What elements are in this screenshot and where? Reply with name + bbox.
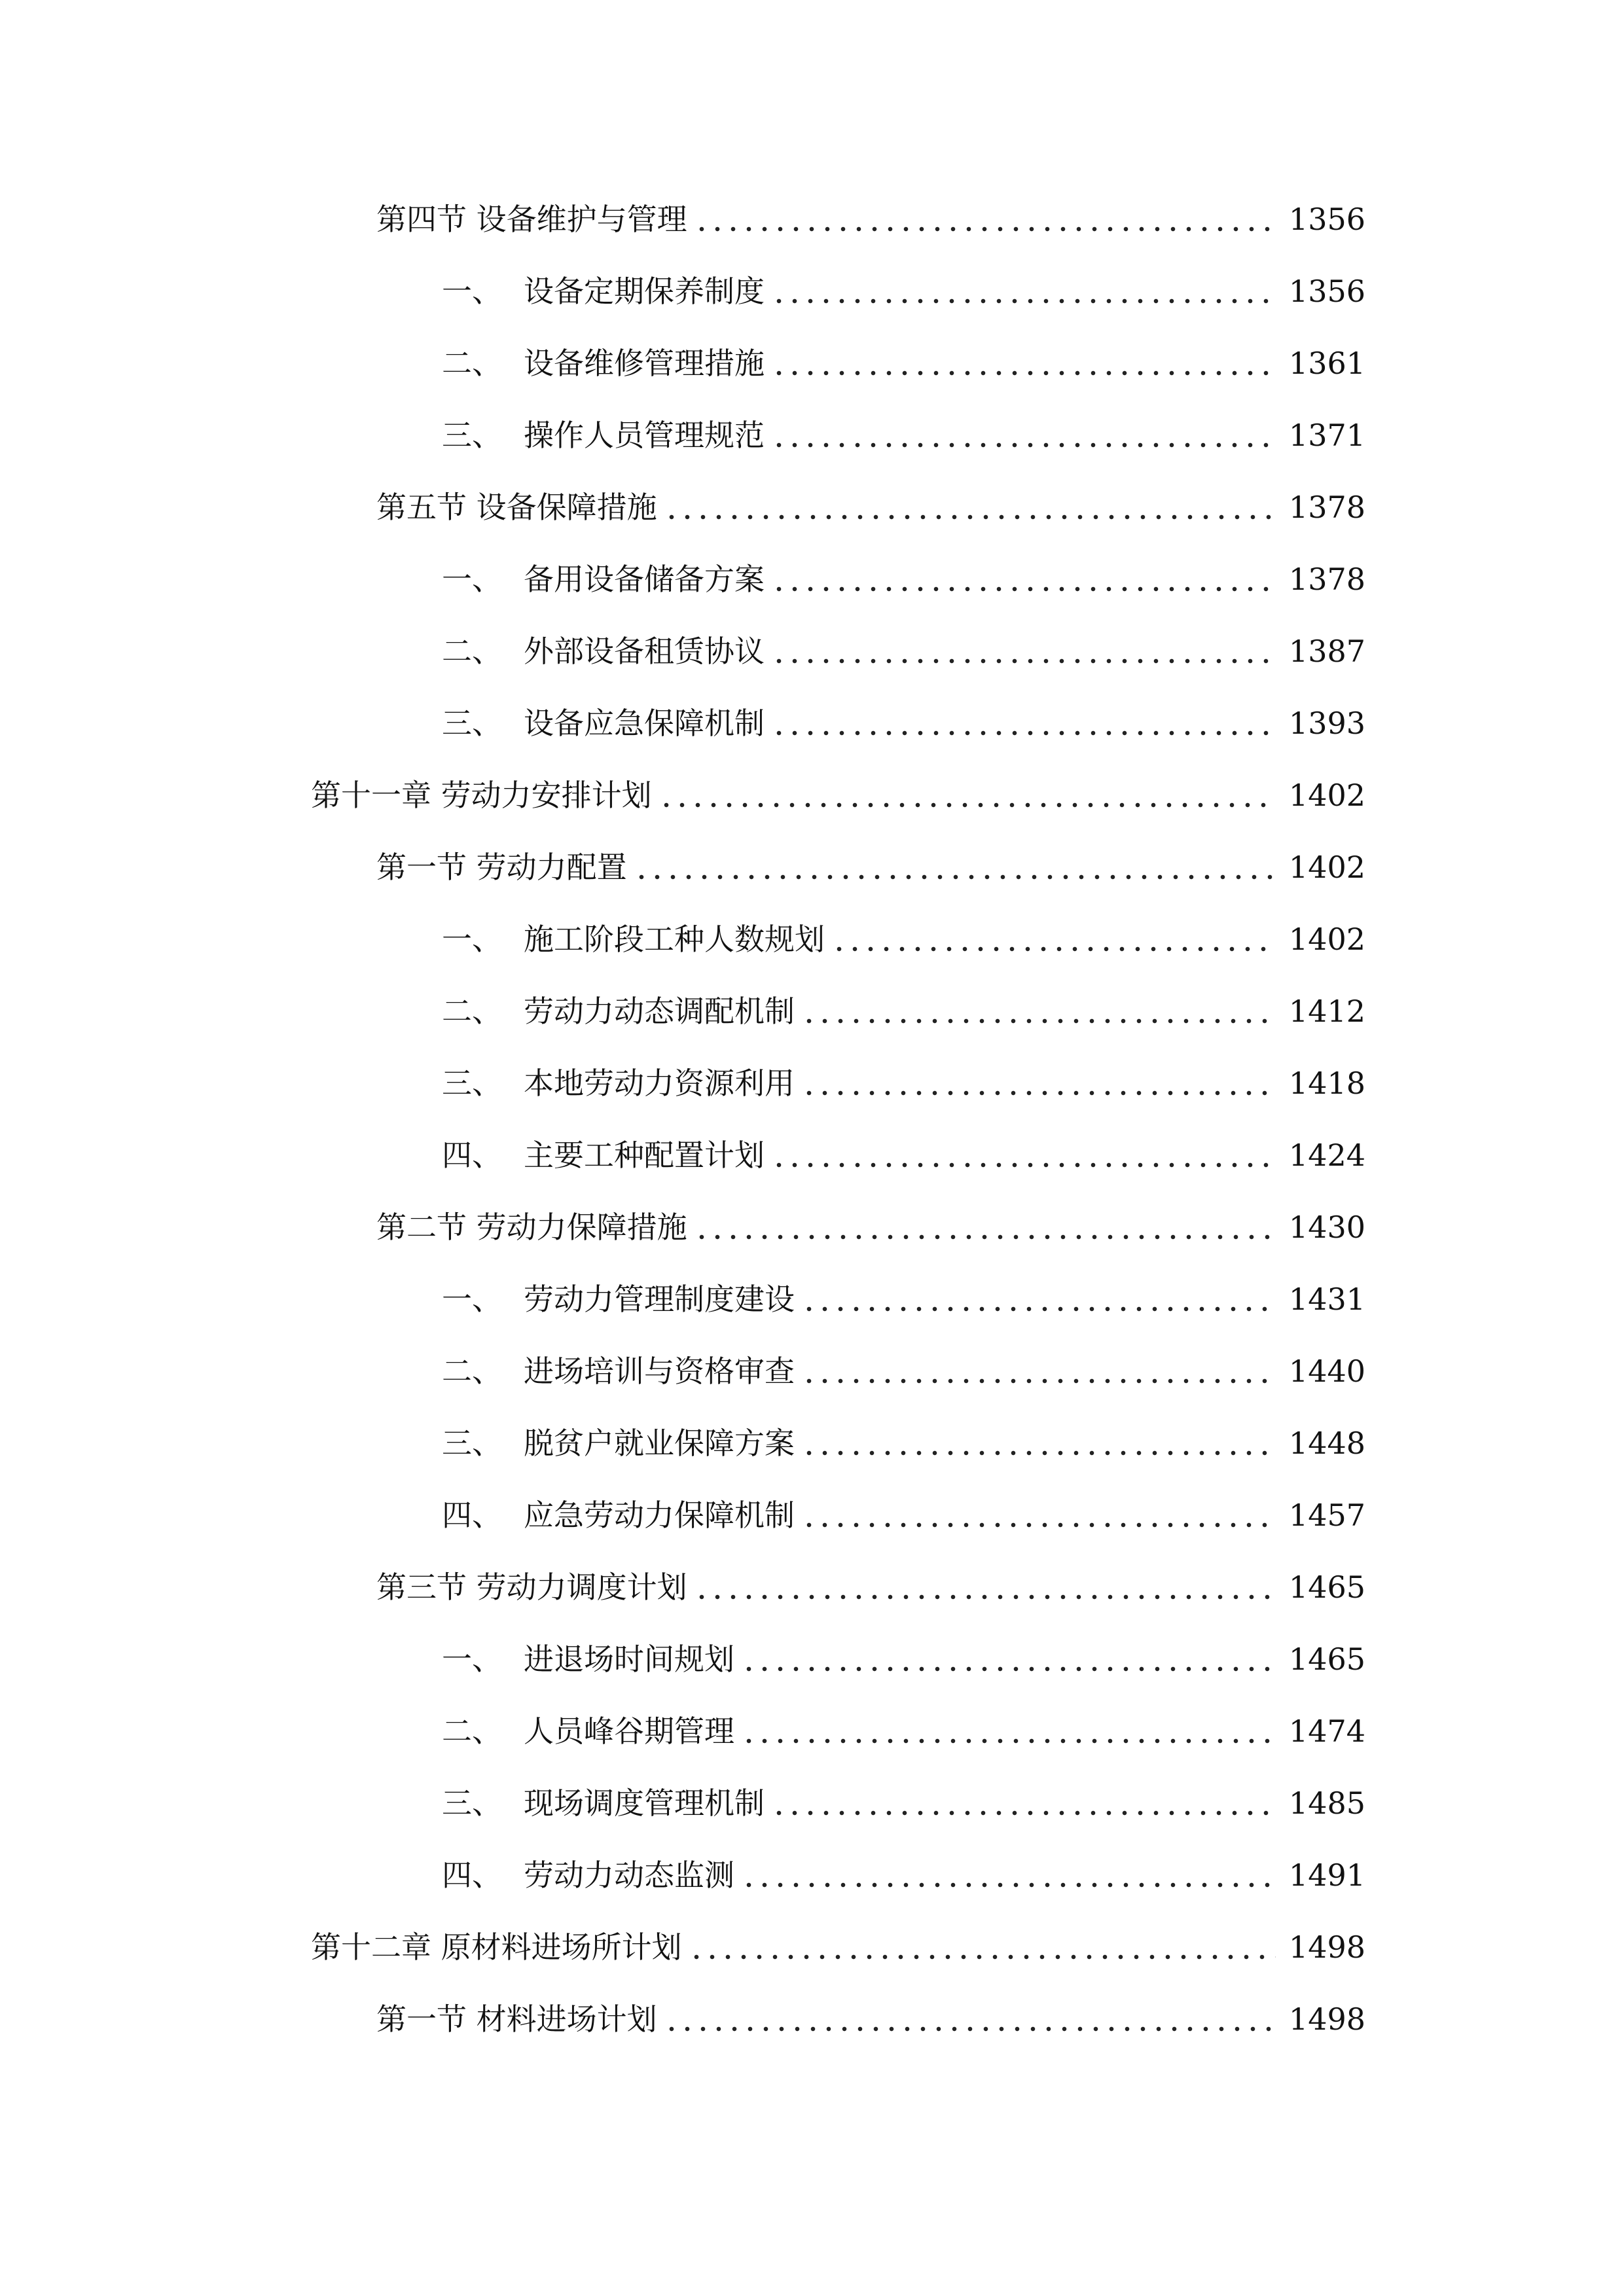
toc-title: 本地劳动力资源利用 (524, 1066, 795, 1101)
toc-title: 劳动力管理制度建设 (524, 1282, 795, 1317)
toc-title: 设备应急保障机制 (524, 706, 765, 741)
toc-title: 进场培训与资格审查 (524, 1354, 795, 1389)
dot-leader (664, 478, 1276, 537)
toc-row (0, 1630, 1624, 1689)
toc-item-number: 一、 (442, 562, 502, 597)
toc-page-number: 1431 (1288, 1282, 1365, 1317)
toc-entry-item[interactable] (442, 1846, 1365, 1905)
toc-page-number: 1387 (1288, 634, 1365, 669)
toc-title: 施工阶段工种人数规划 (524, 922, 825, 957)
toc-entry-section[interactable] (376, 190, 1365, 249)
toc-entry-section[interactable] (376, 838, 1365, 897)
toc-page-number: 1371 (1288, 418, 1365, 453)
toc-page-number: 1402 (1288, 850, 1365, 885)
dot-leader (771, 406, 1276, 465)
toc-title: 人员峰谷期管理 (524, 1713, 734, 1749)
dot-leader (741, 1630, 1276, 1689)
dot-leader (801, 1342, 1276, 1401)
dot-leader (801, 1414, 1276, 1473)
dot-leader (771, 1126, 1276, 1185)
toc-entry-item[interactable] (442, 1486, 1365, 1545)
toc-title: 第一节 劳动力配置 (376, 850, 627, 885)
toc-row (0, 406, 1624, 465)
toc-row (0, 1990, 1624, 2049)
toc-page-number: 1361 (1288, 346, 1365, 381)
dot-leader (771, 1774, 1276, 1833)
toc-title: 应急劳动力保障机制 (524, 1498, 795, 1533)
toc-page-number: 1418 (1288, 1066, 1365, 1101)
toc-item-number: 四、 (442, 1138, 502, 1173)
toc-item-number: 一、 (442, 1282, 502, 1317)
toc-row (0, 1414, 1624, 1473)
toc-title: 劳动力动态监测 (524, 1857, 734, 1893)
toc-title: 第三节 劳动力调度计划 (376, 1570, 687, 1605)
toc-row (0, 1486, 1624, 1545)
toc-item-number: 一、 (442, 922, 502, 957)
toc-item-number: 三、 (442, 706, 502, 741)
toc-entry-chapter[interactable] (311, 766, 1365, 825)
toc-page-number: 1378 (1288, 490, 1365, 525)
toc-title: 设备维修管理措施 (524, 346, 765, 381)
dot-leader (741, 1846, 1276, 1905)
toc-title: 备用设备储备方案 (524, 562, 765, 597)
dot-leader (694, 1558, 1276, 1617)
toc-row (0, 1270, 1624, 1329)
dot-leader (659, 766, 1276, 825)
toc-title: 外部设备租赁协议 (524, 634, 765, 669)
toc-entry-item[interactable] (442, 694, 1365, 753)
dot-leader (741, 1702, 1276, 1761)
toc-entry-item[interactable] (442, 334, 1365, 393)
toc-entry-chapter[interactable] (311, 1918, 1365, 1977)
toc-row (0, 478, 1624, 537)
toc-entry-section[interactable] (376, 478, 1365, 537)
toc-entry-item[interactable] (442, 1342, 1365, 1401)
toc-row (0, 1558, 1624, 1617)
toc-page-number: 1378 (1288, 562, 1365, 597)
dot-leader (801, 1054, 1276, 1113)
toc-entry-section[interactable] (376, 1990, 1365, 2049)
toc-item-number: 四、 (442, 1498, 502, 1533)
dot-leader (801, 982, 1276, 1041)
toc-title: 第五节 设备保障措施 (376, 490, 657, 525)
toc-item-number: 二、 (442, 994, 502, 1029)
toc-entry-item[interactable] (442, 1774, 1365, 1833)
toc-row (0, 262, 1624, 321)
toc-row (0, 1342, 1624, 1401)
toc-item-number: 二、 (442, 1713, 502, 1749)
toc-page-number: 1498 (1288, 2001, 1365, 2037)
toc-page-number: 1402 (1288, 778, 1365, 813)
toc-entry-item[interactable] (442, 1054, 1365, 1113)
toc-entry-item[interactable] (442, 1414, 1365, 1473)
toc-entry-section[interactable] (376, 1198, 1365, 1257)
toc-page-number: 1440 (1288, 1354, 1365, 1389)
toc-item-number: 四、 (442, 1857, 502, 1893)
dot-leader (689, 1918, 1276, 1977)
toc-item-number: 三、 (442, 1066, 502, 1101)
dot-leader (771, 550, 1276, 609)
toc-row (0, 190, 1624, 249)
toc-row (0, 1702, 1624, 1761)
toc-page-number: 1491 (1288, 1857, 1365, 1893)
toc-title: 操作人员管理规范 (524, 418, 765, 453)
toc-title: 第二节 劳动力保障措施 (376, 1210, 687, 1245)
toc-item-number: 二、 (442, 634, 502, 669)
toc-page-number: 1457 (1288, 1498, 1365, 1533)
toc-item-number: 三、 (442, 1426, 502, 1461)
toc-item-number: 一、 (442, 274, 502, 309)
toc-title: 脱贫户就业保障方案 (524, 1426, 795, 1461)
toc-entry-item[interactable] (442, 262, 1365, 321)
toc-entry-item[interactable] (442, 910, 1365, 969)
toc-title: 第四节 设备维护与管理 (376, 202, 687, 237)
toc-row (0, 1126, 1624, 1185)
toc-row (0, 550, 1624, 609)
toc-title: 第一节 材料进场计划 (376, 2001, 657, 2037)
toc-row (0, 334, 1624, 393)
dot-leader (771, 694, 1276, 753)
toc-row (0, 910, 1624, 969)
dot-leader (771, 262, 1276, 321)
toc-page-number: 1430 (1288, 1210, 1365, 1245)
dot-leader (694, 1198, 1276, 1257)
toc-page-number: 1393 (1288, 706, 1365, 741)
toc-row (0, 1774, 1624, 1833)
toc-entry-item[interactable] (442, 550, 1365, 609)
toc-title: 第十一章 劳动力安排计划 (311, 778, 652, 813)
toc-title: 设备定期保养制度 (524, 274, 765, 309)
toc-entry-item[interactable] (442, 622, 1365, 681)
toc-row (0, 766, 1624, 825)
toc-row (0, 1846, 1624, 1905)
toc-title: 劳动力动态调配机制 (524, 994, 795, 1029)
toc-row (0, 622, 1624, 681)
dot-leader (771, 334, 1276, 393)
dot-leader (801, 1486, 1276, 1545)
toc-page-number: 1424 (1288, 1138, 1365, 1173)
toc-page-number: 1498 (1288, 1929, 1365, 1965)
dot-leader (801, 1270, 1276, 1329)
toc-title: 第十二章 原材料进场所计划 (311, 1929, 682, 1965)
toc-title: 现场调度管理机制 (524, 1785, 765, 1821)
toc-row (0, 1198, 1624, 1257)
toc-row (0, 1054, 1624, 1113)
dot-leader (831, 910, 1276, 969)
toc-entry-item[interactable] (442, 1126, 1365, 1185)
dot-leader (771, 622, 1276, 681)
toc-entry-item[interactable] (442, 1270, 1365, 1329)
toc-entry-item[interactable] (442, 1702, 1365, 1761)
toc-page-number: 1412 (1288, 994, 1365, 1029)
toc-title: 主要工种配置计划 (524, 1138, 765, 1173)
toc-entry-item[interactable] (442, 982, 1365, 1041)
dot-leader (664, 1990, 1276, 2049)
toc-item-number: 三、 (442, 1785, 502, 1821)
toc-row (0, 694, 1624, 753)
toc-row (0, 982, 1624, 1041)
dot-leader (694, 190, 1276, 249)
toc-entry-section[interactable] (376, 1558, 1365, 1617)
toc-item-number: 三、 (442, 418, 502, 453)
toc-title: 进退场时间规划 (524, 1641, 734, 1677)
toc-page-number: 1465 (1288, 1641, 1365, 1677)
dot-leader (634, 838, 1276, 897)
toc-page-number: 1448 (1288, 1426, 1365, 1461)
toc-page-number: 1402 (1288, 922, 1365, 957)
toc-row (0, 838, 1624, 897)
toc-page-number: 1474 (1288, 1713, 1365, 1749)
toc-page-number: 1356 (1288, 202, 1365, 237)
toc-page-number: 1356 (1288, 274, 1365, 309)
toc-item-number: 二、 (442, 346, 502, 381)
toc-row (0, 1918, 1624, 1977)
toc-page-number: 1465 (1288, 1570, 1365, 1605)
toc-item-number: 二、 (442, 1354, 502, 1389)
toc-page-number: 1485 (1288, 1785, 1365, 1821)
toc-item-number: 一、 (442, 1641, 502, 1677)
toc-entry-item[interactable] (442, 1630, 1365, 1689)
toc-entry-item[interactable] (442, 406, 1365, 465)
